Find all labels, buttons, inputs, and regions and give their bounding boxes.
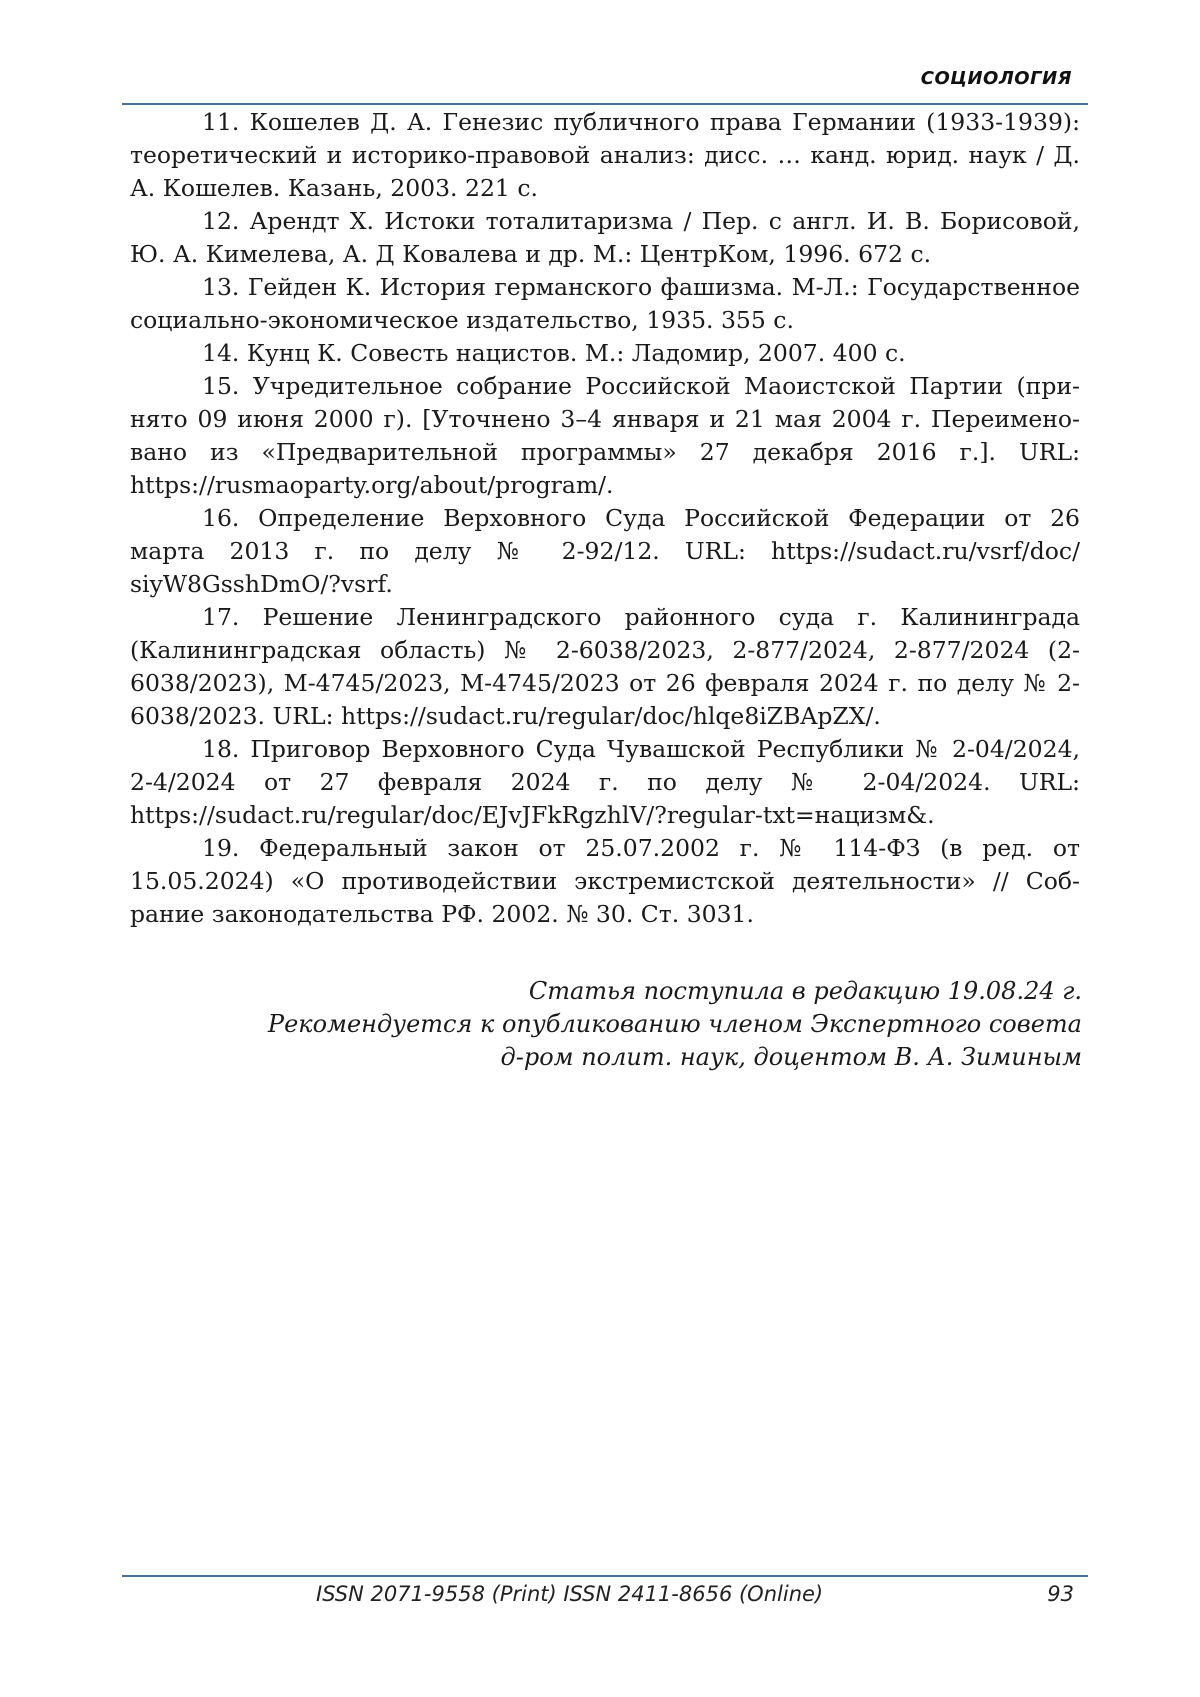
recommendation-line: Рекомендуется к опубликованию членом Экспертного совета [267, 1010, 1082, 1038]
reference-item: 11. Кошелев Д. А. Генезис публичного права Германии (1933-1939): теоретический и историко-правовой анализ: дисс. … канд. юрид. наук / Д. А. Кошелев. Казань, 2003. 221 с. [130, 108, 1080, 202]
reference-item: 19. Федеральный закон от 25.07.2002 г. № 114-ФЗ (в ред. от 15.05.2024) «О противодействии экстремистской деятельности» // Собрание законодательства РФ. 2002. № 30. Ст. 3031. [130, 834, 1080, 928]
reference-item: 14. Кунц К. Совесть нацистов. М.: Ладомир, 2007. 400 с. [202, 339, 906, 367]
reviewer-line: д-ром полит. наук, доцентом В. А. Зиминым [500, 1043, 1082, 1071]
submission-note [268, 975, 1082, 1074]
reference-item: 13. Гейден К. История германского фашизма. М-Л.: Государственное социально-экономическое издательство, 1935. 355 с. [130, 273, 1080, 334]
reference-item: 16. Определение Верховного Суда Российской Федерации от 26 марта 2013 г. по делу № 2-92/12. URL: https://sudact.ru/vsrf/doc/ siyW8GsshDmO/?vsrf. [130, 504, 1080, 598]
reference-list [130, 106, 1080, 931]
reference-item: 15. Учредительное собрание Российской Маоистской Партии (принято 09 июня 2000 г). [Уточнено 3–4 января и 21 мая 2004 г. Переименовано из «Предварительной программы» 27 декабря 2016 г.]. URL: https://rusmaoparty.org/about/program/. [130, 372, 1080, 499]
footer-rule [122, 1575, 1088, 1577]
reference-item: 12. Арендт Х. Истоки тоталитаризма / Пер. с англ. И. В. Борисовой, Ю. А. Кимелева, А. Д Ковалева и др. М.: ЦентрКом, 1996. 672 с. [130, 207, 1080, 268]
footer-issn: ISSN 2071-9558 (Print) ISSN 2411-8656 (Online) [316, 1582, 824, 1606]
received-date-line: Статья поступила в редакцию 19.08.24 г. [528, 977, 1082, 1005]
page-number: 93 [1047, 1582, 1074, 1606]
header-rule [122, 103, 1088, 105]
reference-item: 18. Приговор Верховного Суда Чувашской Республики № 2-04/2024, 2-4/2024 от 27 февраля 2024 г. по делу № 2-04/2024. URL: https://sudact.ru/regular/doc/EJvJFkRgzhlV/?regular-txt=нацизм&. [130, 735, 1080, 829]
running-header: СОЦИОЛОГИЯ [920, 68, 1072, 89]
reference-item: 17. Решение Ленинградского районного суда г. Калининграда (Калининградская область) № 2-6038/2023, 2-877/2024, 2-877/2024 (2-6038/2023), М-4745/2023, М-4745/2023 от 26 февраля 2024 г. по делу № 2-6038/2023. URL: https://sudact.ru/regular/doc/hlqe8iZBApZX/. [130, 603, 1080, 730]
